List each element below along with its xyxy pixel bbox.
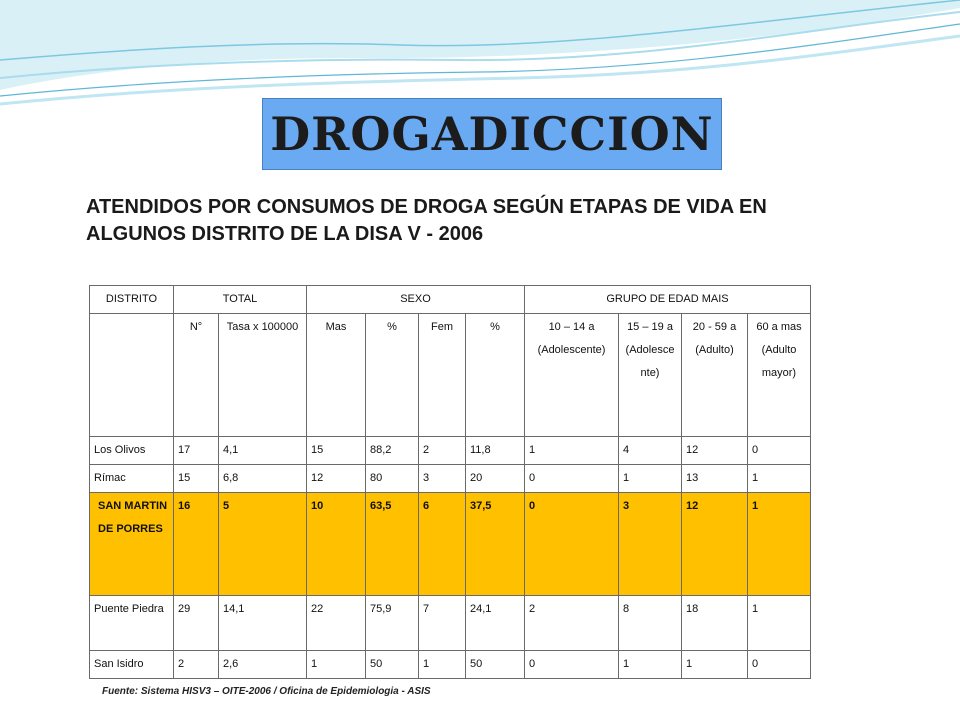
cell: 4 [619,437,682,465]
cell: Puente Piedra [90,596,174,651]
cell: 1 [682,651,748,679]
cell: 3 [419,465,466,493]
header-numero: N° [174,314,219,437]
cell: 6 [419,493,466,596]
cell: 50 [366,651,419,679]
cell: 3 [619,493,682,596]
cell: 0 [748,437,811,465]
cell: Rímac [90,465,174,493]
title-box [262,98,722,170]
cell: Los Olivos [90,437,174,465]
cell: 15 [174,465,219,493]
cell: 11,8 [466,437,525,465]
cell: 13 [682,465,748,493]
cell: SAN MARTIN DE PORRES [90,493,174,596]
header-distrito: DISTRITO [90,286,174,314]
header-tasa: Tasa x 100000 [219,314,307,437]
table-sub-header-row [90,314,811,437]
header-fem: Fem [419,314,466,437]
cell: 1 [748,493,811,596]
cell: 2 [419,437,466,465]
cell: 1 [525,437,619,465]
cell: 12 [682,493,748,596]
cell: 10 [307,493,366,596]
cell: 0 [525,493,619,596]
page-title: DROGADICCION [270,107,714,161]
cell: 8 [619,596,682,651]
cell: 1 [619,651,682,679]
cell: 7 [419,596,466,651]
cell: 1 [748,596,811,651]
table-row [90,465,811,493]
cell: 80 [366,465,419,493]
cell: 17 [174,437,219,465]
source-note: Fuente: Sistema HISV3 – OITE-2006 / Oficina de Epidemiologia - ASIS [102,686,431,697]
header-grupo-edad: GRUPO DE EDAD MAIS [525,286,811,314]
cell: 12 [307,465,366,493]
cell: San Isidro [90,651,174,679]
cell: 0 [525,651,619,679]
cell: 5 [219,493,307,596]
cell: 37,5 [466,493,525,596]
table-row [90,596,811,651]
cell: 63,5 [366,493,419,596]
cell: 88,2 [366,437,419,465]
subtitle: ATENDIDOS POR CONSUMOS DE DROGA SEGÚN ETAPAS DE VIDA EN ALGUNOS DISTRITO DE LA DISA V - 2006 [86,196,767,245]
cell: 12 [682,437,748,465]
header-20-59: 20 - 59 a (Adulto) [682,314,748,437]
data-table [89,285,811,679]
cell: 1 [619,465,682,493]
cell: 1 [419,651,466,679]
header-10-14: 10 – 14 a (Adolescente) [525,314,619,437]
table-row [90,651,811,679]
table-row [90,437,811,465]
cell: 75,9 [366,596,419,651]
cell: 2 [174,651,219,679]
header-total: TOTAL [174,286,307,314]
header-fem-pct: % [466,314,525,437]
cell: 6,8 [219,465,307,493]
cell: 2,6 [219,651,307,679]
header-15-19: 15 – 19 a (Adolesce nte) [619,314,682,437]
header-empty [90,314,174,437]
cell: 1 [748,465,811,493]
cell: 18 [682,596,748,651]
header-mas-pct: % [366,314,419,437]
cell: 16 [174,493,219,596]
cell: 2 [525,596,619,651]
table-group-header-row [90,286,811,314]
cell: 29 [174,596,219,651]
cell: 50 [466,651,525,679]
header-mas: Mas [307,314,366,437]
cell: 22 [307,596,366,651]
header-60-mas: 60 a mas (Adulto mayor) [748,314,811,437]
header-sexo: SEXO [307,286,525,314]
cell: 15 [307,437,366,465]
cell: 14,1 [219,596,307,651]
cell: 0 [525,465,619,493]
cell: 24,1 [466,596,525,651]
table-row-highlighted [90,493,811,596]
cell: 4,1 [219,437,307,465]
cell: 0 [748,651,811,679]
cell: 20 [466,465,525,493]
cell: 1 [307,651,366,679]
